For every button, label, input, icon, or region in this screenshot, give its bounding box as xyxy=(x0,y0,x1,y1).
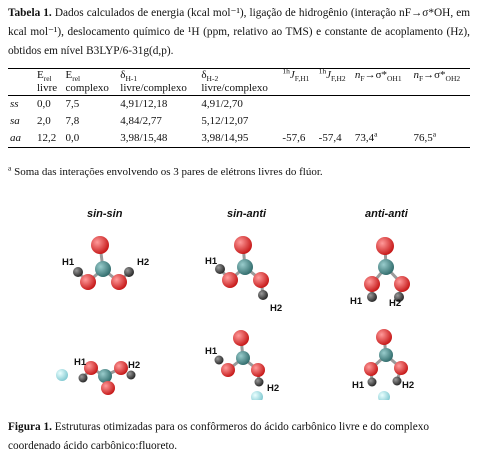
carbon-atom xyxy=(236,351,250,365)
label-h1: H1 xyxy=(62,257,75,268)
label-h2: H2 xyxy=(402,380,415,391)
oxygen-atom xyxy=(394,361,408,375)
carbon-atom xyxy=(379,348,393,362)
label-h1: H1 xyxy=(205,256,218,267)
oxygen-atom xyxy=(111,274,127,290)
hydrogen-atom xyxy=(368,378,377,387)
carbon-atom xyxy=(378,259,394,275)
hydrogen-atom xyxy=(124,267,134,277)
header-j-fh1: $^{1h}J_{F,H1}$ xyxy=(282,66,310,84)
carbon-atom xyxy=(98,369,112,383)
label-h2: H2 xyxy=(389,298,402,309)
carbon-atom xyxy=(237,259,253,275)
table-row: ss 0,0 7,5 4,91/12,18 4,91/2,70 xyxy=(10,98,243,110)
table-header-row xyxy=(8,69,470,96)
oxygen-atom xyxy=(376,329,392,345)
hydrogen-atom xyxy=(73,267,83,277)
label-h2: H2 xyxy=(137,257,150,268)
label-h1: H1 xyxy=(74,357,87,368)
oxygen-atom xyxy=(376,237,394,255)
header-n-oh2: $n_F\to\sigma*_{OH2}$ xyxy=(413,69,461,84)
figure-caption-text: Estruturas otimizadas para os confôrmeros do ácido carbônico livre e do complexo coordenado ácido carbônico:fluoreto. xyxy=(8,421,430,452)
title-sin-anti: sin-anti xyxy=(227,208,267,220)
oxygen-atom xyxy=(364,362,378,376)
hydrogen-atom xyxy=(79,374,88,383)
header-delta-h1: $\delta_{H-1}$ livre/complexo xyxy=(120,69,187,94)
table-caption-label: Tabela 1. xyxy=(8,7,52,19)
fluorine-atom xyxy=(378,391,390,400)
title-anti-anti: anti-anti xyxy=(365,208,408,220)
molecules-svg xyxy=(0,200,480,400)
hydrogen-atom xyxy=(367,292,377,302)
oxygen-atom xyxy=(222,272,238,288)
figure-caption xyxy=(8,418,470,456)
table-footnote: $^a$ Soma das interações envolvendo os 3 pares de elétrons livres do flúor. xyxy=(8,163,323,178)
oxygen-atom xyxy=(394,276,410,292)
molecule-figure xyxy=(0,200,480,400)
hydrogen-atom xyxy=(393,377,402,386)
header-erel-complexo: $E_{rel}$ complexo xyxy=(65,69,109,94)
oxygen-atom xyxy=(251,363,265,377)
label-h1: H1 xyxy=(205,346,218,357)
oxygen-atom xyxy=(91,236,109,254)
oxygen-atom xyxy=(233,330,249,346)
label-h2: H2 xyxy=(270,303,283,314)
header-j-fh2: $^{1h}J_{F,H2}$ xyxy=(318,66,346,84)
oxygen-atom xyxy=(80,274,96,290)
label-h1: H1 xyxy=(350,296,363,307)
oxygen-atom xyxy=(253,272,269,288)
oxygen-atom xyxy=(101,381,115,395)
header-erel-livre: $E_{rel}$ livre xyxy=(37,69,58,94)
fluorine-atom xyxy=(56,369,68,381)
table-caption-text: Dados calculados de energia (kcal mol⁻¹), ligação de hidrogênio (interação nF→σ*OH, em kcal mol⁻¹), deslocamento químico de ¹H (ppm, relativo ao TMS) e constante de acoplamento (Hz), obtidos em nível B3LYP/6-31g(d,p). xyxy=(8,7,471,57)
header-n-oh1: $n_F\to\sigma*_{OH1}$ xyxy=(354,69,402,84)
oxygen-atom xyxy=(364,276,380,292)
oxygen-atom xyxy=(221,363,235,377)
label-h2: H2 xyxy=(128,360,141,371)
carbon-atom xyxy=(95,261,111,277)
oxygen-atom xyxy=(234,236,252,254)
figure-caption-label: Figura 1. xyxy=(8,421,52,433)
header-delta-h2: $\delta_{H-2}$ livre/complexo xyxy=(201,69,268,94)
hydrogen-atom xyxy=(255,378,264,387)
fluorine-atom xyxy=(251,391,263,400)
hydrogen-atom xyxy=(127,371,136,380)
hydrogen-atom xyxy=(258,290,268,300)
table-caption xyxy=(8,4,470,61)
label-h1: H1 xyxy=(352,380,365,391)
label-h2: H2 xyxy=(267,383,280,394)
oxygen-atom xyxy=(114,361,128,375)
data-table xyxy=(8,68,470,148)
table-row: aa 12,2 0,0 3,98/15,48 3,98/14,95 -57,6 -57,4 73,4$^a$ 76,5$^a$ xyxy=(8,130,470,148)
title-sin-sin: sin-sin xyxy=(87,208,123,220)
table-row: sa 2,0 7,8 4,84/2,77 5,12/12,07 xyxy=(10,115,249,127)
